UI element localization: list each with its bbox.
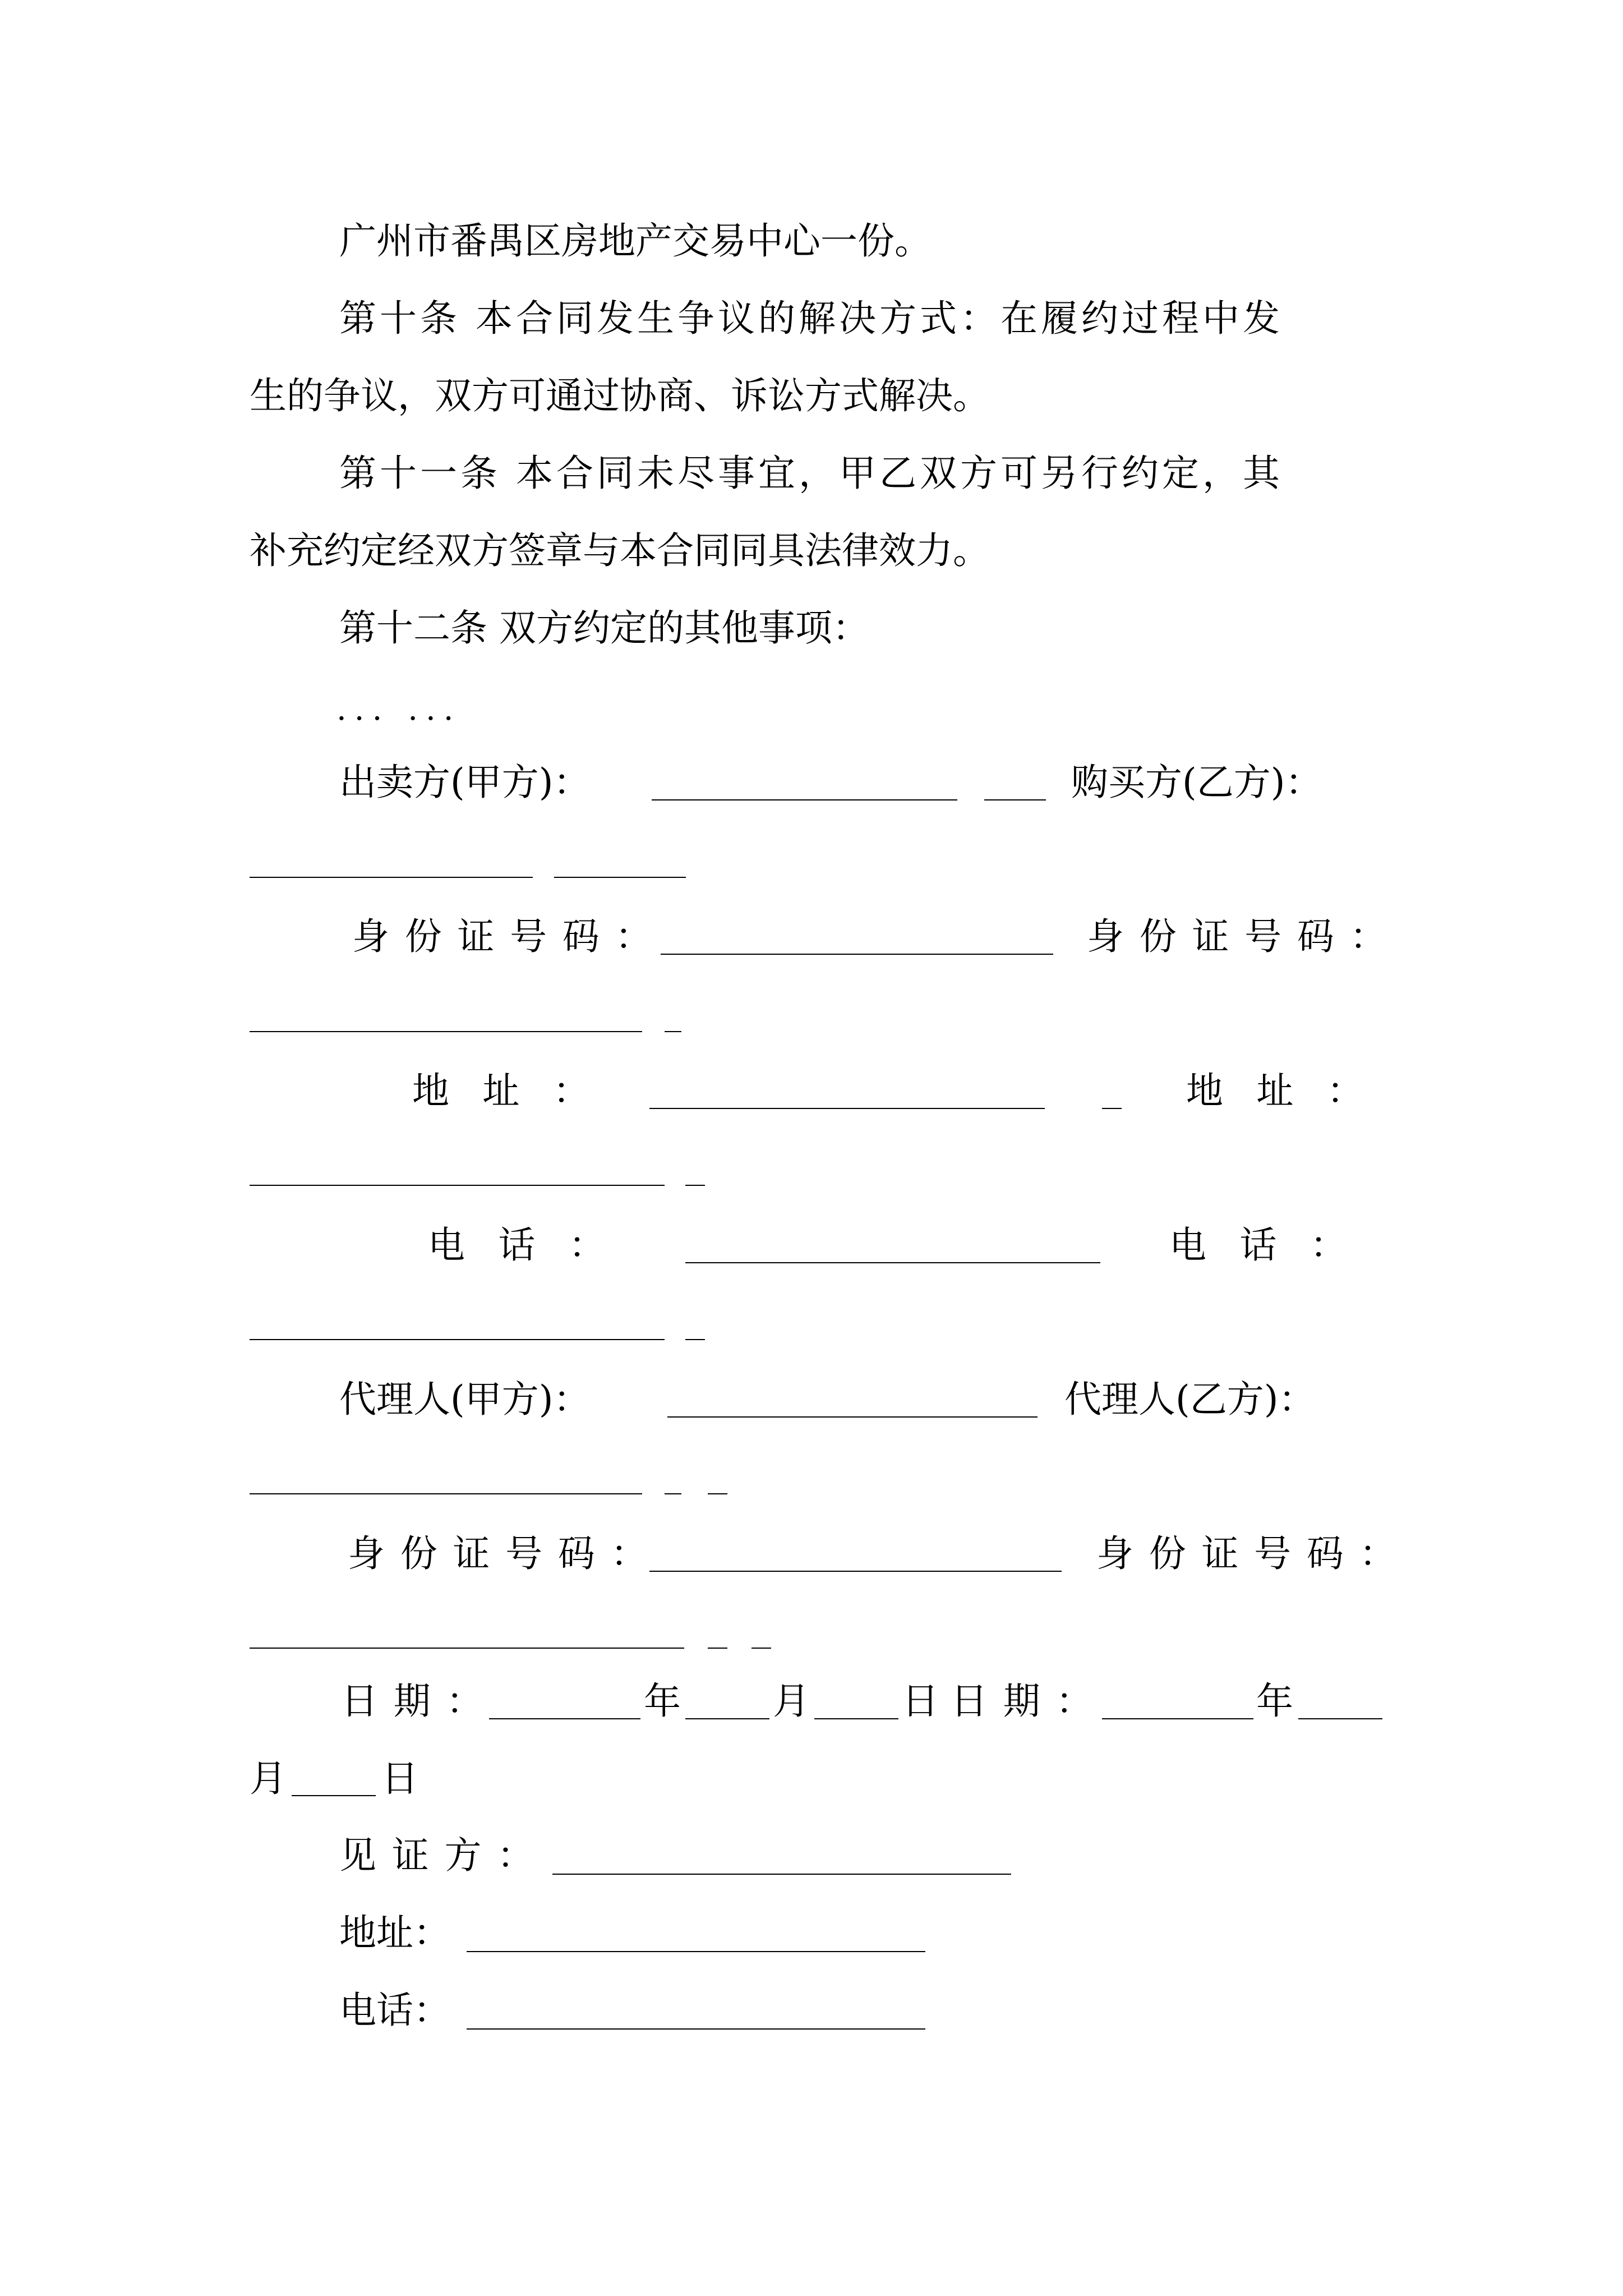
seller-label: 出卖方(甲方)： bbox=[339, 761, 591, 804]
article-10-line-2: 生的争议，双方可通过协商、诉讼方式解决。 bbox=[250, 374, 990, 417]
paragraph-line: 广州市番禺区房地产交易中心一份。 bbox=[339, 219, 932, 263]
buyer-date-label: 日期： bbox=[951, 1680, 1109, 1723]
seller-phone-label: 电话： bbox=[428, 1223, 639, 1267]
witness-blank bbox=[552, 1874, 1011, 1875]
seller-blank-extra bbox=[984, 799, 1046, 800]
buyer-date-month-blank bbox=[1298, 1718, 1382, 1719]
article-10-line-1: 第十条 本合同发生争议的解决方式：在履约过程中发 bbox=[339, 297, 1283, 340]
seller-id-blank bbox=[661, 954, 1053, 955]
buyer-id-label: 身份证号码： bbox=[1087, 915, 1403, 958]
seller-agent-id-blank bbox=[649, 1571, 1062, 1572]
buyer-agent-id-blank-extra-1 bbox=[708, 1648, 727, 1649]
buyer-date-month: 月 bbox=[250, 1757, 287, 1800]
buyer-id-blank bbox=[250, 1031, 642, 1032]
buyer-agent-id-blank bbox=[250, 1648, 684, 1649]
buyer-address-blank bbox=[250, 1185, 665, 1186]
witness-address-blank bbox=[467, 1951, 925, 1952]
buyer-date-year-blank bbox=[1102, 1718, 1253, 1719]
buyer-agent-label: 代理人(乙方)： bbox=[1064, 1378, 1316, 1421]
buyer-date-day-blank bbox=[292, 1795, 376, 1796]
seller-id-label: 身份证号码： bbox=[352, 915, 668, 958]
seller-address-label: 地址： bbox=[412, 1069, 624, 1112]
buyer-agent-id-blank-extra-2 bbox=[751, 1648, 771, 1649]
ellipsis: ... ... bbox=[336, 691, 462, 728]
seller-date-day: 日 bbox=[902, 1680, 939, 1723]
buyer-phone-blank-extra bbox=[685, 1339, 705, 1340]
buyer-agent-id-label: 身份证号码： bbox=[1096, 1532, 1412, 1575]
seller-agent-id-label: 身份证号码： bbox=[348, 1532, 663, 1575]
buyer-blank-extra bbox=[554, 877, 686, 878]
seller-agent-label: 代理人(甲方)： bbox=[339, 1378, 591, 1421]
article-11-line-2: 补充约定经双方签章与本合同同具法律效力。 bbox=[250, 529, 990, 572]
buyer-agent-blank-extra-1 bbox=[665, 1493, 681, 1494]
buyer-phone-label: 电话： bbox=[1169, 1223, 1381, 1267]
buyer-agent-blank bbox=[250, 1493, 642, 1494]
buyer-blank bbox=[250, 877, 533, 878]
buyer-agent-blank-extra-2 bbox=[708, 1493, 727, 1494]
seller-date-day-blank bbox=[814, 1718, 898, 1719]
seller-date-month-blank bbox=[685, 1718, 769, 1719]
buyer-phone-blank bbox=[250, 1339, 665, 1340]
seller-address-blank-extra bbox=[1102, 1108, 1122, 1109]
buyer-date-year: 年 bbox=[1256, 1680, 1293, 1723]
article-12-line: 第十二条 双方约定的其他事项： bbox=[339, 606, 869, 650]
seller-agent-blank bbox=[667, 1416, 1038, 1418]
buyer-id-blank-extra bbox=[665, 1031, 681, 1032]
witness-address-label: 地址： bbox=[339, 1911, 450, 1954]
buyer-date-day: 日 bbox=[381, 1757, 418, 1800]
seller-blank bbox=[652, 799, 957, 800]
witness-label: 见证方： bbox=[339, 1834, 550, 1877]
buyer-address-label: 地址： bbox=[1186, 1069, 1398, 1112]
seller-date-year: 年 bbox=[644, 1680, 681, 1723]
seller-date-month: 月 bbox=[773, 1680, 810, 1723]
seller-date-year-blank bbox=[489, 1718, 640, 1719]
seller-address-blank bbox=[649, 1108, 1045, 1109]
witness-phone-blank bbox=[467, 2028, 925, 2030]
seller-phone-blank bbox=[685, 1262, 1100, 1263]
seller-date-label: 日期： bbox=[341, 1680, 499, 1723]
article-11-line-1: 第十一条 本合同未尽事宜，甲乙双方可另行约定，其 bbox=[339, 452, 1283, 495]
buyer-label: 购买方(乙方)： bbox=[1071, 761, 1322, 804]
buyer-address-blank-extra bbox=[685, 1185, 705, 1186]
witness-phone-label: 电话： bbox=[339, 1989, 450, 2032]
